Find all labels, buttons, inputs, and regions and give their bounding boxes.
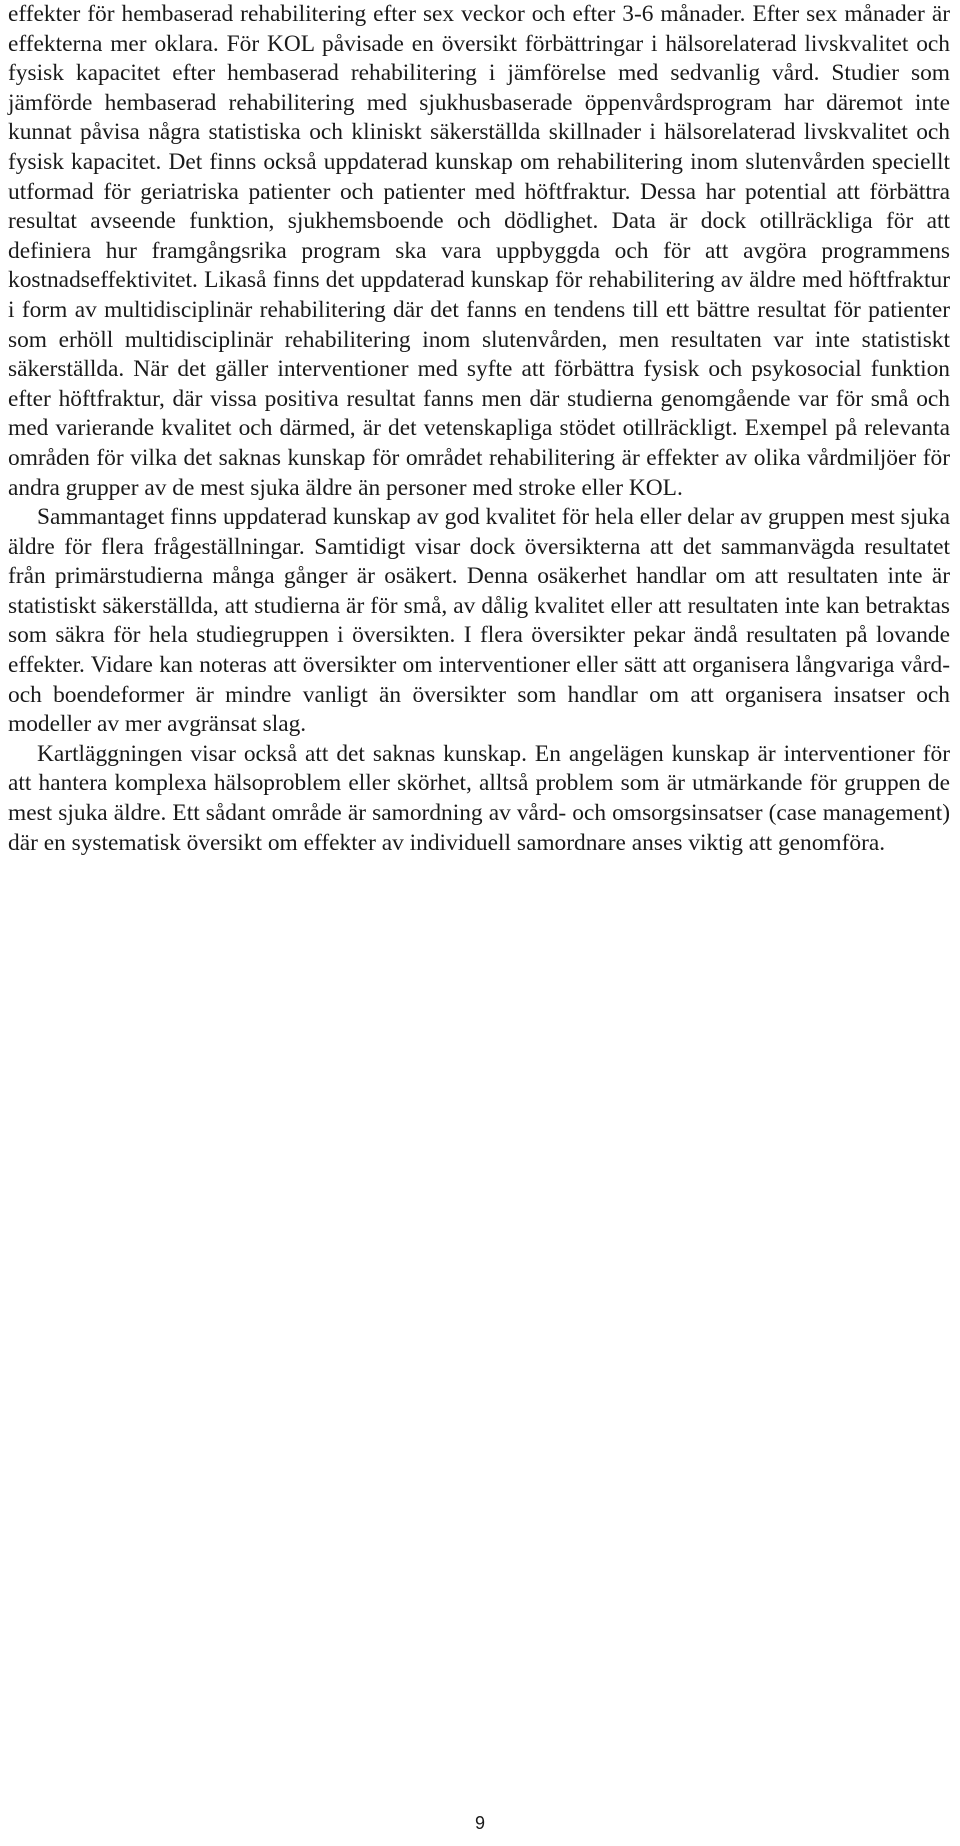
paragraph-2: Sammantaget finns uppdaterad kunskap av god kvalitet för hela eller delar av gruppen mest sjuka äldre för flera frågeställningar. Samtidigt visar dock översikterna att det sammanvägda resultatet från primärstudierna många gånger är osäkert. Denna osäkerhet handlar om att resultaten inte är statistiskt säkerställda, att studierna är för små, av dålig kvalitet eller att resultaten inte kan betraktas som säkra för hela studiegruppen i översikten. I flera översikter pekar ändå resultaten på lovande effekter. Vidare kan noteras att översikter om interventioner eller sätt att organisera långvariga vård- och boendeformer är mindre vanligt än översikter som handlar om att organisera insatser och modeller av mer avgränsat slag. xyxy=(8,504,950,738)
paragraph-1: effekter för hembaserad rehabilitering efter sex veckor och efter 3-6 månader. Efter sex månader är effekterna mer oklara. För KOL påvisade en översikt förbättringar i hälsorelaterad livskvalitet och fysisk kapacitet efter hembaserad rehabilitering i jämförelse med sedvanlig vård. Studier som jämförde hembaserad rehabilitering med sjukhusbaserade öppenvårdsprogram har däremot inte kunnat påvisa några statistiska och kliniskt säkerställda skillnader i hälsorelaterad livskvalitet och fysisk kapacitet. Det finns också uppdaterad kunskap om rehabilitering inom slutenvården speciellt utformad för geriatriska patienter och patienter med höftfraktur. Dessa har potential att förbättra resultat avseende funktion, sjukhemsboende och dödlighet. Data är dock otillräckliga för att definiera hur framgångsrika program ska vara uppbyggda och för att avgöra programmens kostnadseffektivitet. Likaså finns det uppdaterad kunskap för rehabilitering av äldre med höftfraktur i form av multidisciplinär rehabilitering där det fanns en tendens till ett bättre resultat för patienter som erhöll multidisciplinär rehabilitering inom slutenvården, men resultaten var inte statistiskt säkerställda. När det gäller interventioner med syfte att förbättra fysisk och psykosocial funktion efter höftfraktur, där vissa positiva resultat fanns men där studierna genomgående var för små och med varierande kvalitet och därmed, är det vetenskapliga stödet otillräckligt. Exempel på relevanta områden för vilka det saknas kunskap för området rehabilitering är effekter av olika vårdmiljöer för andra grupper av de mest sjuka äldre än personer med stroke eller KOL. xyxy=(8,1,950,501)
page-number: 9 xyxy=(474,1813,485,1833)
paragraph-3: Kartläggningen visar också att det saknas kunskap. En angelägen kunskap är interventioner för att hantera komplexa hälsoproblem eller skörhet, alltså problem som är utmärkande för gruppen de mest sjuka äldre. Ett sådant område är samordning av vård- och omsorgsinsatser (case management) där en systematisk översikt om effekter av individuell samordnare anses viktig att genomföra. xyxy=(8,740,950,856)
document-body xyxy=(8,0,950,858)
